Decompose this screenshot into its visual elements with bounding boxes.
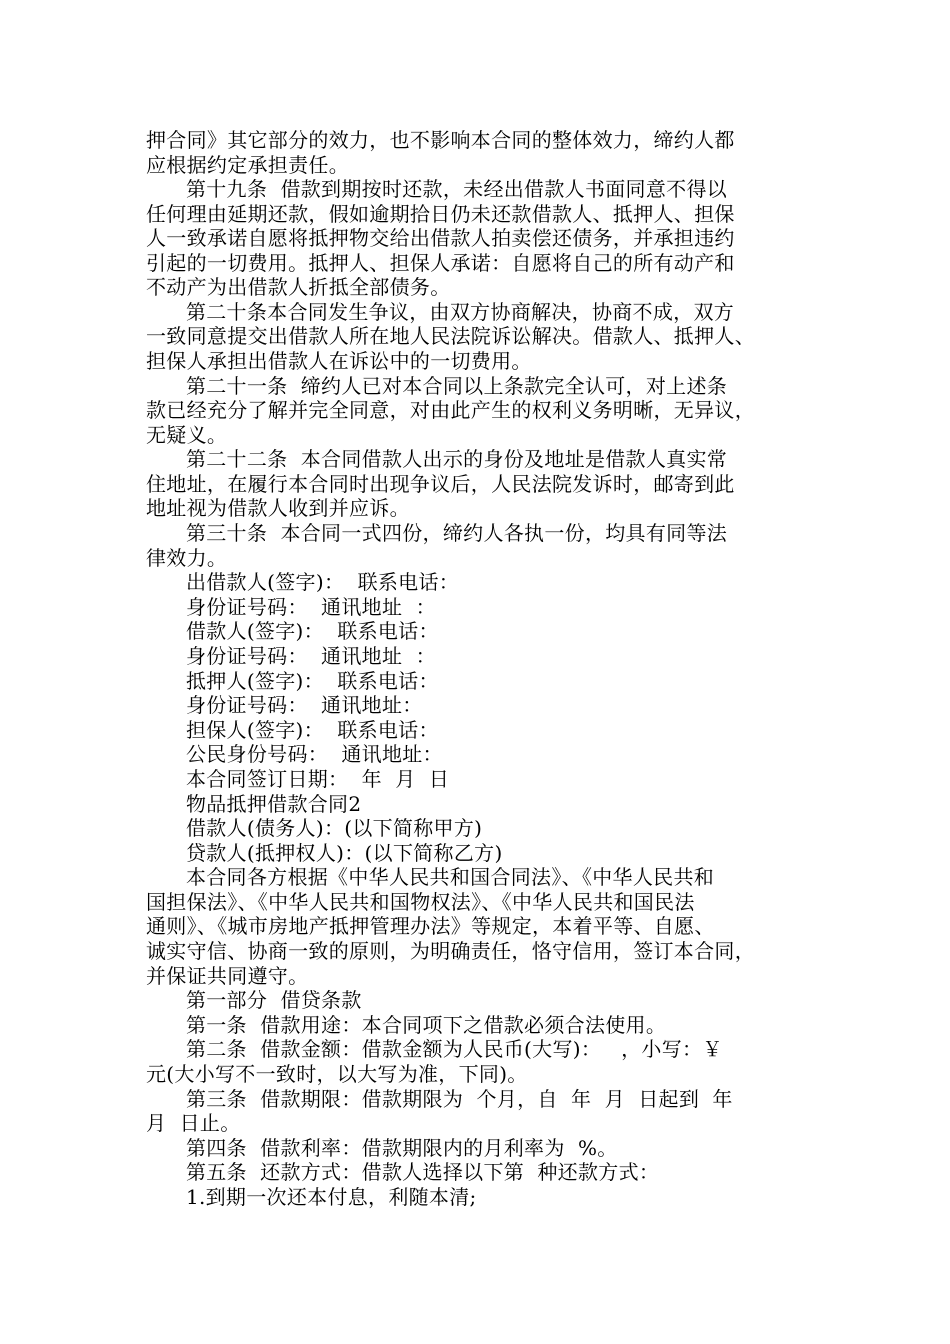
text-line: 抵押人(签字)： 联系电话： <box>146 669 439 693</box>
text-line: 第十九条 借款到期按时还款，未经出借款人书面同意不得以 <box>146 177 728 201</box>
text-line: 人一致承诺自愿将抵押物交给出借款人拍卖偿还债务，并承担违约 <box>146 226 735 250</box>
text-line: 律效力。 <box>146 546 228 570</box>
text-line: 第三条 借款期限：借款期限为 个月，自 年 月 日起到 年 <box>146 1087 733 1111</box>
text-line: 第三十条 本合同一式四份，缔约人各执一份，均具有同等法 <box>146 521 728 545</box>
text-line: 本合同签订日期： 年 月 日 <box>146 767 450 791</box>
text-line: 国担保法》、《中华人民共和国物权法》、《中华人民共和国民法 <box>146 890 695 914</box>
text-line: 诚实守信、协商一致的原则，为明确责任，恪守信用，签订本合同， <box>146 939 755 963</box>
text-line: 元(大小写不一致时，以大写为准，下同)。 <box>146 1062 528 1086</box>
text-line: 身份证号码： 通讯地址 ： <box>146 595 436 619</box>
text-line: 住地址，在履行本合同时出现争议后，人民法院发诉时，邮寄到此 <box>146 472 735 496</box>
text-line: 担保人(签字)： 联系电话： <box>146 718 439 742</box>
text-line: 第四条 借款利率：借款期限内的月利率为 %。 <box>146 1136 618 1160</box>
text-line: 1.到期一次还本付息，利随本清; <box>146 1185 477 1209</box>
text-line: 第一条 借款用途：本合同项下之借款必须合法使用。 <box>146 1013 667 1037</box>
text-line: 不动产为出借款人折抵全部债务。 <box>146 275 451 299</box>
text-line: 身份证号码： 通讯地址： <box>146 693 423 717</box>
text-line: 第五条 还款方式：借款人选择以下第 种还款方式： <box>146 1160 660 1184</box>
text-line: 身份证号码： 通讯地址 ： <box>146 644 436 668</box>
text-line: 并保证共同遵守。 <box>146 964 309 988</box>
text-line: 本合同各方根据《中华人民共和国合同法》、《中华人民共和 <box>146 865 715 889</box>
text-line: 地址视为借款人收到并应诉。 <box>146 496 410 520</box>
text-line: 借款人(债务人)：(以下简称甲方) <box>146 816 483 840</box>
text-line: 应根据约定承担责任。 <box>146 153 349 177</box>
text-line: 物品抵押借款合同2 <box>146 792 362 816</box>
text-line: 押合同》其它部分的效力，也不影响本合同的整体效力，缔约人都 <box>146 128 735 152</box>
text-line: 一致同意提交出借款人所在地人民法院诉讼解决。借款人、抵押人、 <box>146 324 755 348</box>
text-line: 出借款人(签字)： 联系电话： <box>146 570 460 594</box>
text-line: 月 日止。 <box>146 1111 241 1135</box>
text-line: 公民身份号码： 通讯地址： <box>146 742 443 766</box>
text-line: 第一部分 借贷条款 <box>146 988 362 1012</box>
text-line: 通则》、《城市房地产抵押管理办法》等规定，本着平等、自愿、 <box>146 914 715 938</box>
text-line: 款已经充分了解并完全同意，对由此产生的权利义务明晰，无异议， <box>146 398 755 422</box>
text-line: 担保人承担出借款人在诉讼中的一切费用。 <box>146 349 532 373</box>
text-line: 引起的一切费用。抵押人、担保人承诺：自愿将自己的所有动产和 <box>146 251 735 275</box>
text-line: 第二十一条 缔约人已对本合同以上条款完全认可，对上述条 <box>146 374 728 398</box>
text-line: 任何理由延期还款，假如逾期拾日仍未还款借款人、抵押人、担保 <box>146 202 735 226</box>
text-line: 贷款人(抵押权人)：(以下简称乙方) <box>146 841 503 865</box>
text-line: 无疑义。 <box>146 423 228 447</box>
text-line: 第二十条本合同发生争议，由双方协商解决，协商不成，双方 <box>146 300 735 324</box>
text-line: 第二十二条 本合同借款人出示的身份及地址是借款人真实常 <box>146 447 728 471</box>
text-line: 借款人(签字)： 联系电话： <box>146 619 439 643</box>
text-line: 第二条 借款金额：借款金额为人民币(大写)： ，小写：￥ <box>146 1037 723 1061</box>
